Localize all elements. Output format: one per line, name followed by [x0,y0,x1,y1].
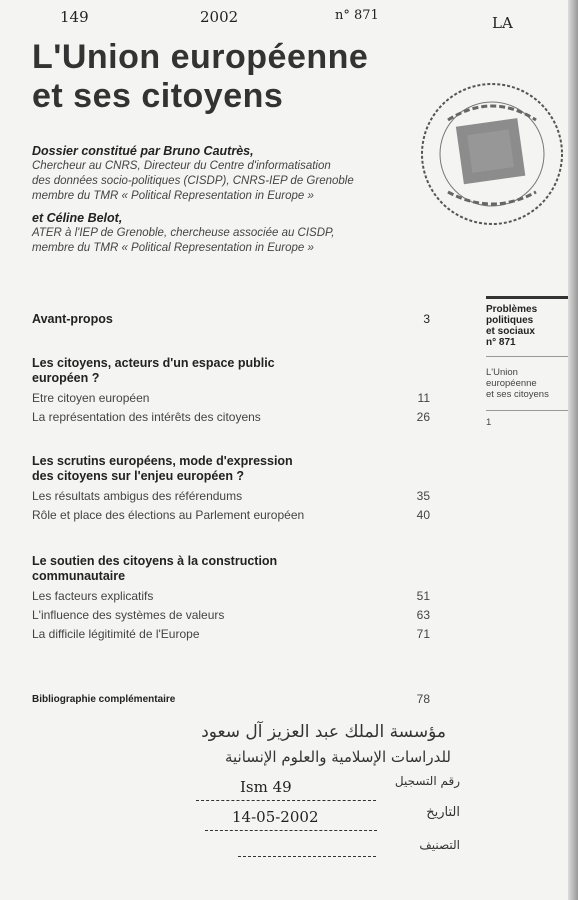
toc-entry [32,389,430,408]
sidebar-divider [486,410,578,411]
author-affiliation: Chercheur au CNRS, Directeur du Centre d'informatisation [32,160,331,172]
toc-page: 40 [416,508,430,522]
series-name: politiques [486,315,534,326]
toc-page: 71 [416,627,430,641]
author-lead: et Céline Belot, [32,211,123,225]
author-block-2 [32,211,334,256]
toc-page: 26 [416,410,430,424]
toc-section [32,554,430,644]
author-affiliation: des données socio-politiques (CISDP), CNRS-IEP de Grenoble [32,175,354,187]
section-title: communautaire [32,569,126,583]
toc-entry [32,625,430,644]
section-title: Le soutien des citoyens à la construction [32,554,278,568]
toc-entry [32,506,430,525]
section-title: Les scrutins européens, mode d'expression [32,454,293,468]
series-sidebar [486,296,578,428]
toc-page: 11 [417,391,430,405]
title-line: L'Union européenne [32,38,369,76]
author-affiliation: membre du TMR « Political Representation in Europe » [32,190,314,202]
sidebar-subtitle: L'Union [486,367,518,378]
author-affiliation: membre du TMR « Political Representation in Europe » [32,242,314,254]
title-line: et ses citoyens [32,77,284,115]
toc-label: Les résultats ambigus des référendums [32,489,243,503]
handwritten-note: 149 [60,8,89,26]
registration-number: Ism 49 [240,778,292,796]
author-lead: Dossier constitué par Bruno Cautrès, [32,144,254,158]
toc-section [32,454,430,525]
toc-label: La représentation des intérêts des citoyens [32,410,261,424]
stamp-underline [196,800,376,801]
stamp-line: للدراسات الإسلامية والعلوم الإنسانية [224,748,451,766]
author-block-1 [32,144,354,204]
series-name: et sociaux [486,326,535,337]
handwritten-code: LA [492,14,513,32]
toc-label: La difficile légitimité de l'Europe [32,627,200,641]
registration-date: 14-05-2002 [232,808,319,826]
toc-label: Avant-propos [32,312,113,326]
page-title [32,38,368,116]
toc-page: 78 [416,692,430,706]
toc-bibliography [32,690,430,709]
sidebar-subtitle: européenne [486,378,537,389]
toc-page: 63 [416,608,430,622]
handwritten-year: 2002 [200,8,239,26]
page-edge-shadow [568,0,578,900]
section-title: des citoyens sur l'enjeu européen ? [32,469,245,483]
toc-page: 3 [423,312,430,326]
toc-page: 35 [416,489,430,503]
stamp-underline [238,856,376,857]
toc-label: Rôle et place des élections au Parlement européen [32,508,305,522]
sidebar-page: 1 [486,417,492,428]
sidebar-subtitle: et ses citoyens [486,389,549,400]
sidebar-rule [486,296,578,299]
toc-section [32,356,430,427]
section-title: européen ? [32,371,100,385]
toc-entry [32,587,430,606]
toc-avant-propos [32,310,430,329]
toc-label: Etre citoyen européen [32,391,150,405]
section-title: Les citoyens, acteurs d'un espace public [32,356,275,370]
toc-entry [32,487,430,506]
library-stamp [408,70,576,238]
stamp-line: مؤسسة الملك عبد العزيز آل سعود [201,722,446,742]
toc-entry [32,408,430,427]
sidebar-divider [486,356,578,357]
stamp-label: رقم التسجيل [394,774,460,788]
toc-entry [32,606,430,625]
stamp-label: التاريخ [426,805,460,820]
author-affiliation: ATER à l'IEP de Grenoble, chercheuse associée au CISDP, [32,227,335,239]
toc-label: L'influence des systèmes de valeurs [32,608,225,622]
stamp-label: التصنيف [419,838,460,852]
toc-label: Les facteurs explicatifs [32,589,154,603]
handwritten-number: n° 871 [335,8,379,23]
stamp-underline [205,830,377,831]
series-number: n° 871 [486,337,516,348]
toc-label: Bibliographie complémentaire [32,694,176,705]
toc-page: 51 [416,589,430,603]
series-name: Problèmes [486,304,538,315]
